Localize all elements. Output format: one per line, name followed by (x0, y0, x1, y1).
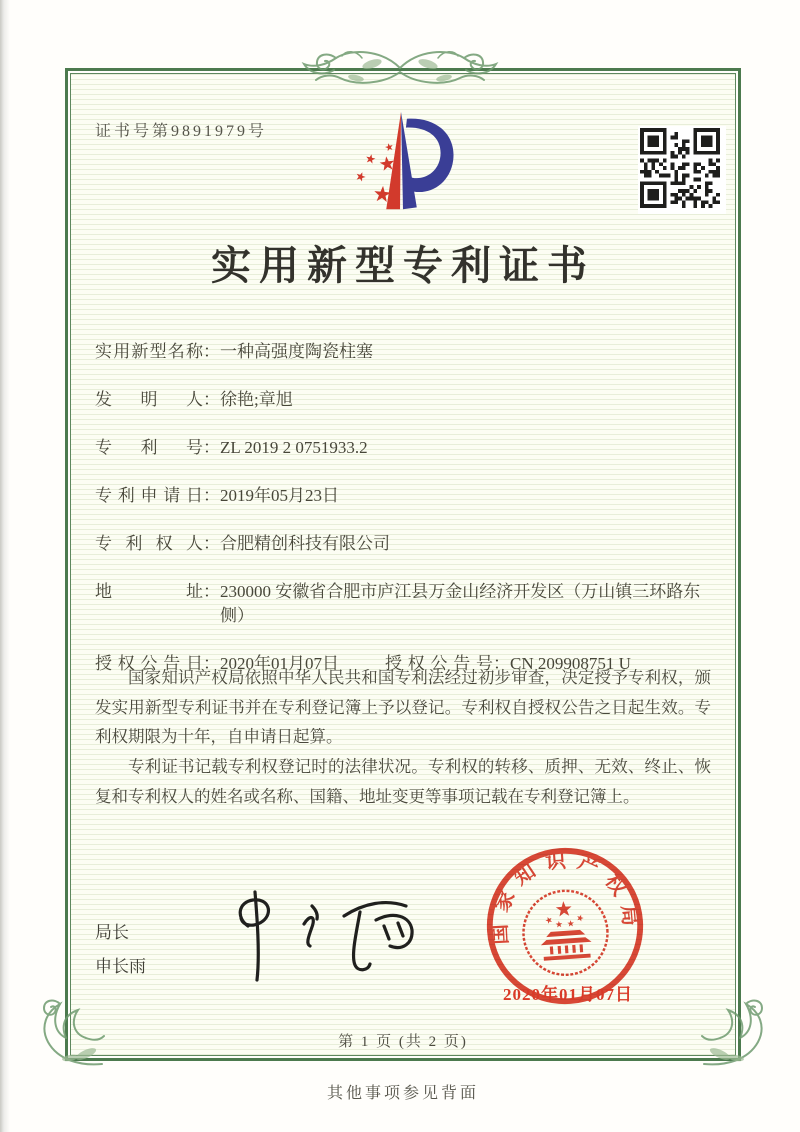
qr-code (638, 126, 726, 214)
grant-date-value: 2020年01月07日 (220, 654, 339, 673)
field-list (95, 340, 715, 676)
field-value: 合肥精创科技有限公司 (220, 534, 390, 553)
legal-paragraph-1: 国家知识产权局依照中华人民共和国专利法经过初步审查，决定授予专利权，颁发实用新型专利证书并在专利登记簿上予以登记。专利权自授权公告之日起生效。专利权期限为十年，自申请日起算。 (95, 668, 711, 747)
field-value: 2019年05月23日 (220, 486, 339, 505)
grant-date: 授权公告日 ： 2020年01月07日 (95, 652, 385, 676)
cnipa-logo-icon (338, 106, 466, 224)
field-label: 发明人 (95, 390, 203, 409)
certificate-number: 证书号第9891979号 (95, 123, 268, 140)
field-label: 专利权人 (95, 534, 203, 553)
field-label: 实用新型名称 (95, 342, 203, 361)
field-row-address: 地址 ： 230000 安徽省合肥市庐江县万金山经济开发区（万山镇三环路东侧） (95, 580, 715, 628)
legal-paragraph-2: 专利证书记载专利权登记时的法律状况。专利权的转移、质押、无效、终止、恢复和专利权人的姓名或名称、国籍、地址变更等事项记载在专利登记簿上。 (95, 757, 711, 806)
field-label: 地址 (95, 582, 203, 601)
field-label: 专利申请日 (95, 486, 203, 505)
field-value: 徐艳;章旭 (220, 390, 293, 409)
seal-date: 2020年01月07日 (503, 985, 633, 1004)
field-row-patent-no: 专利号 ： ZL 2019 2 0751933.2 (95, 436, 715, 460)
signer-title: 局长 (95, 923, 129, 942)
grant-number: 授权公告号 ： CN 209908751 U (385, 652, 631, 676)
reverse-side-note: 其他事项参见背面 (326, 1085, 479, 1102)
field-value: 一种高强度陶瓷柱塞 (220, 342, 373, 361)
field-value: ZL 2019 2 0751933.2 (220, 438, 368, 457)
field-row-filing-date: 专利申请日 ： 2019年05月23日 (95, 484, 715, 508)
director-signature-icon (218, 886, 428, 986)
top-scroll-ornament-icon (290, 38, 510, 100)
national-emblem-icon (521, 888, 611, 978)
field-row-name: 实用新型名称 ： 一种高强度陶瓷柱塞 (95, 340, 715, 364)
signer-name: 申长雨 (95, 957, 146, 976)
legal-text (95, 663, 711, 811)
field-row-patentee: 专利权人 ： 合肥精创科技有限公司 (95, 532, 715, 556)
scan-edge-shadow (0, 0, 10, 1132)
page-number: 第 1 页 (共 2 页) (338, 1034, 468, 1050)
field-row-inventor: 发明人 ： 徐艳;章旭 (95, 388, 715, 412)
signer-block (95, 916, 146, 984)
field-value: 230000 安徽省合肥市庐江县万金山经济开发区（万山镇三环路东侧） (220, 582, 701, 625)
certificate-title: 实用新型专利证书 (211, 243, 595, 288)
grant-number-value: CN 209908751 U (510, 654, 631, 673)
svg-text:国家知识产权局 (483, 844, 643, 945)
field-label: 专利号 (95, 438, 203, 457)
seal-circular-text: 国家知识产权局 (488, 849, 642, 946)
